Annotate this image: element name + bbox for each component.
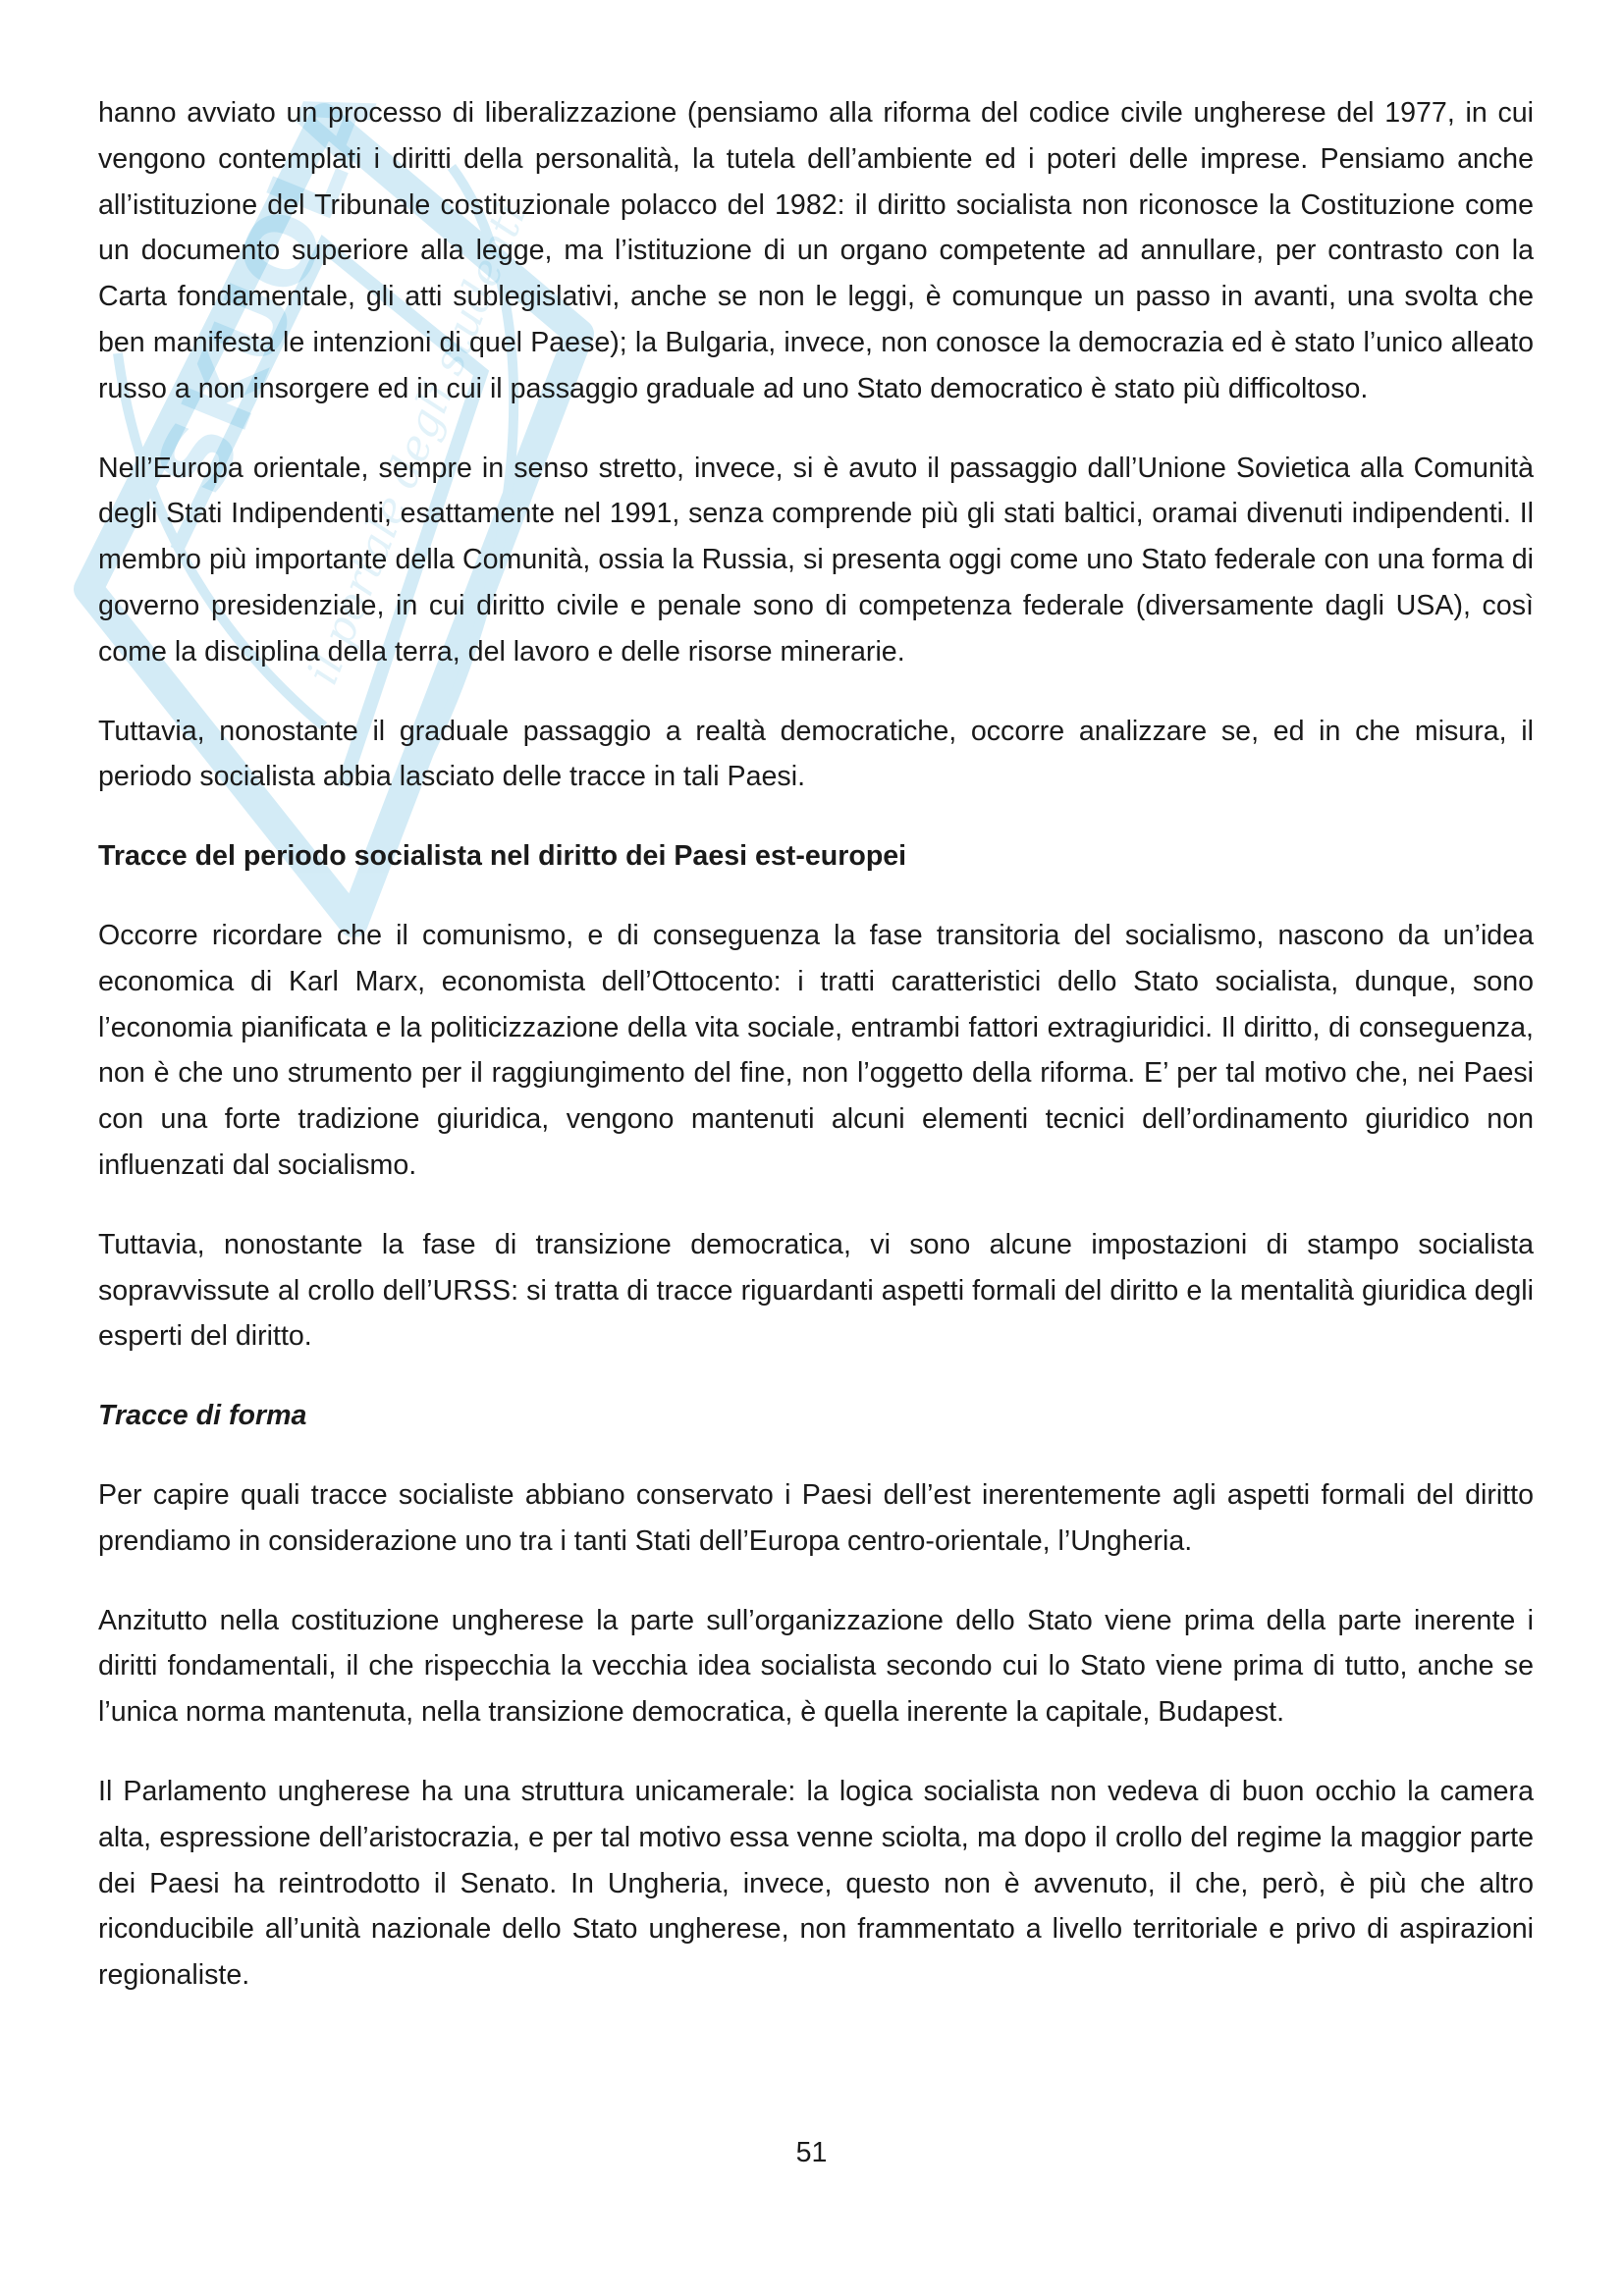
svg-text:il portale degli studenti: il portale degli studenti	[297, 195, 537, 692]
paragraph-hungary-intro: Per capire quali tracce socialiste abbiano conservato i Paesi dell’est inerentemente agli aspetti formali del diritto prendiamo in considerazione uno tra i tanti Stati dell’Europa centro-orientale, l’Ungheria.	[98, 1478, 1534, 1557]
paragraph-eastern-europe: Nell’Europa orientale, sempre in senso stretto, invece, si è avuto il passaggio dall’Unione Sovietica alla Comunità degli Stati Indipendenti, esattamente nel 1991, senza comprende più gli stati baltici, oramai divenuti indipendenti. Il membro più importante della Comunità, ossia la Russia, si presenta oggi come uno Stato federale con una forma di governo presidenziale, in cui diritto civile e penale sono di competenza federale (diversamente dagli USA), così come la disciplina della terra, del lavoro e delle risorse minerarie.	[98, 452, 1534, 667]
document-body	[98, 90, 1534, 2032]
svg-text:SKUOLA: SKUOLA	[135, 70, 398, 509]
paragraph-hungarian-constitution: Anzitutto nella costituzione ungherese la parte sull’organizzazione dello Stato viene prima della parte inerente i diritti fondamentali, il che rispecchia la vecchia idea socialista secondo cui lo Stato viene prima di tutto, anche se l’unica norma mantenuta, nella transizione democratica, è quella inerente la capitale, Budapest.	[98, 1604, 1534, 1729]
section-heading: Tracce del periodo socialista nel diritto dei Paesi est-europei	[98, 840, 907, 873]
page-number: 51	[795, 2137, 828, 2168]
subsection-heading: Tracce di forma	[98, 1400, 307, 1432]
paragraph-hungarian-parliament: Il Parlamento ungherese ha una struttura unicamerale: la logica socialista non vedeva di buon occhio la camera alta, espressione dell’aristocrazia, e per tal motivo essa venne sciolta, ma dopo il crollo del regime la maggior parte dei Paesi ha reintrodotto il Senato. In Ungheria, invece, questo non è avvenuto, il che, però, è più che altro riconducibile all’unità nazionale dello Stato ungherese, non frammentato a livello territoriale e privo di aspirazioni regionaliste.	[98, 1775, 1534, 1992]
paragraph-socialist-traces: Tuttavia, nonostante la fase di transizione democratica, vi sono alcune impostazioni di stampo socialista sopravvissute al crollo dell’URSS: si tratta di tracce riguardanti aspetti formali del diritto e la mentalità giuridica degli esperti del diritto.	[98, 1228, 1534, 1353]
paragraph-communism-origin: Occorre ricordare che il comunismo, e di conseguenza la fase transitoria del socialismo, nascono da un’idea economica di Karl Marx, economista dell’Ottocento: i tratti caratteristici dello Stato socialista, dunque, sono l’economia pianificata e la politicizzazione della vita sociale, entrambi fattori extragiuridici. Il diritto, di conseguenza, non è che uno strumento per il raggiungimento del fine, non l’oggetto della riforma. E’ per tal motivo che, nei Paesi con una forte tradizione giuridica, vengono mantenuti alcuni elementi tecnici dell’ordinamento giuridico non influenzati dal socialismo.	[98, 919, 1534, 1181]
paragraph-liberalization: hanno avviato un processo di liberalizzazione (pensiamo alla riforma del codice civile ungherese del 1977, in cui vengono contemplati i diritti della personalità, la tutela dell’ambiente ed i poteri delle imprese. Pensiamo anche all’istituzione del Tribunale costituzionale polacco del 1982: il diritto socialista non riconosce la Costituzione come un documento superiore alla legge, ma l’istituzione di un organo competente ad annullare, per contrasto con la Carta fondamentale, gli atti sublegislativi, anche se non le leggi, è comunque un passo in avanti, una svolta che ben manifesta le intenzioni di quel Paese); la Bulgaria, invece, non conosce la democrazia ed è stato l’unico alleato russo a non insorgere ed in cui il passaggio graduale ad uno Stato democratico è stato più difficoltoso.	[98, 97, 1534, 404]
paragraph-democratic-transition: Tuttavia, nonostante il graduale passaggio a realtà democratiche, occorre analizzare se, ed in che misura, il periodo socialista abbia lasciato delle tracce in tali Paesi.	[98, 715, 1534, 793]
